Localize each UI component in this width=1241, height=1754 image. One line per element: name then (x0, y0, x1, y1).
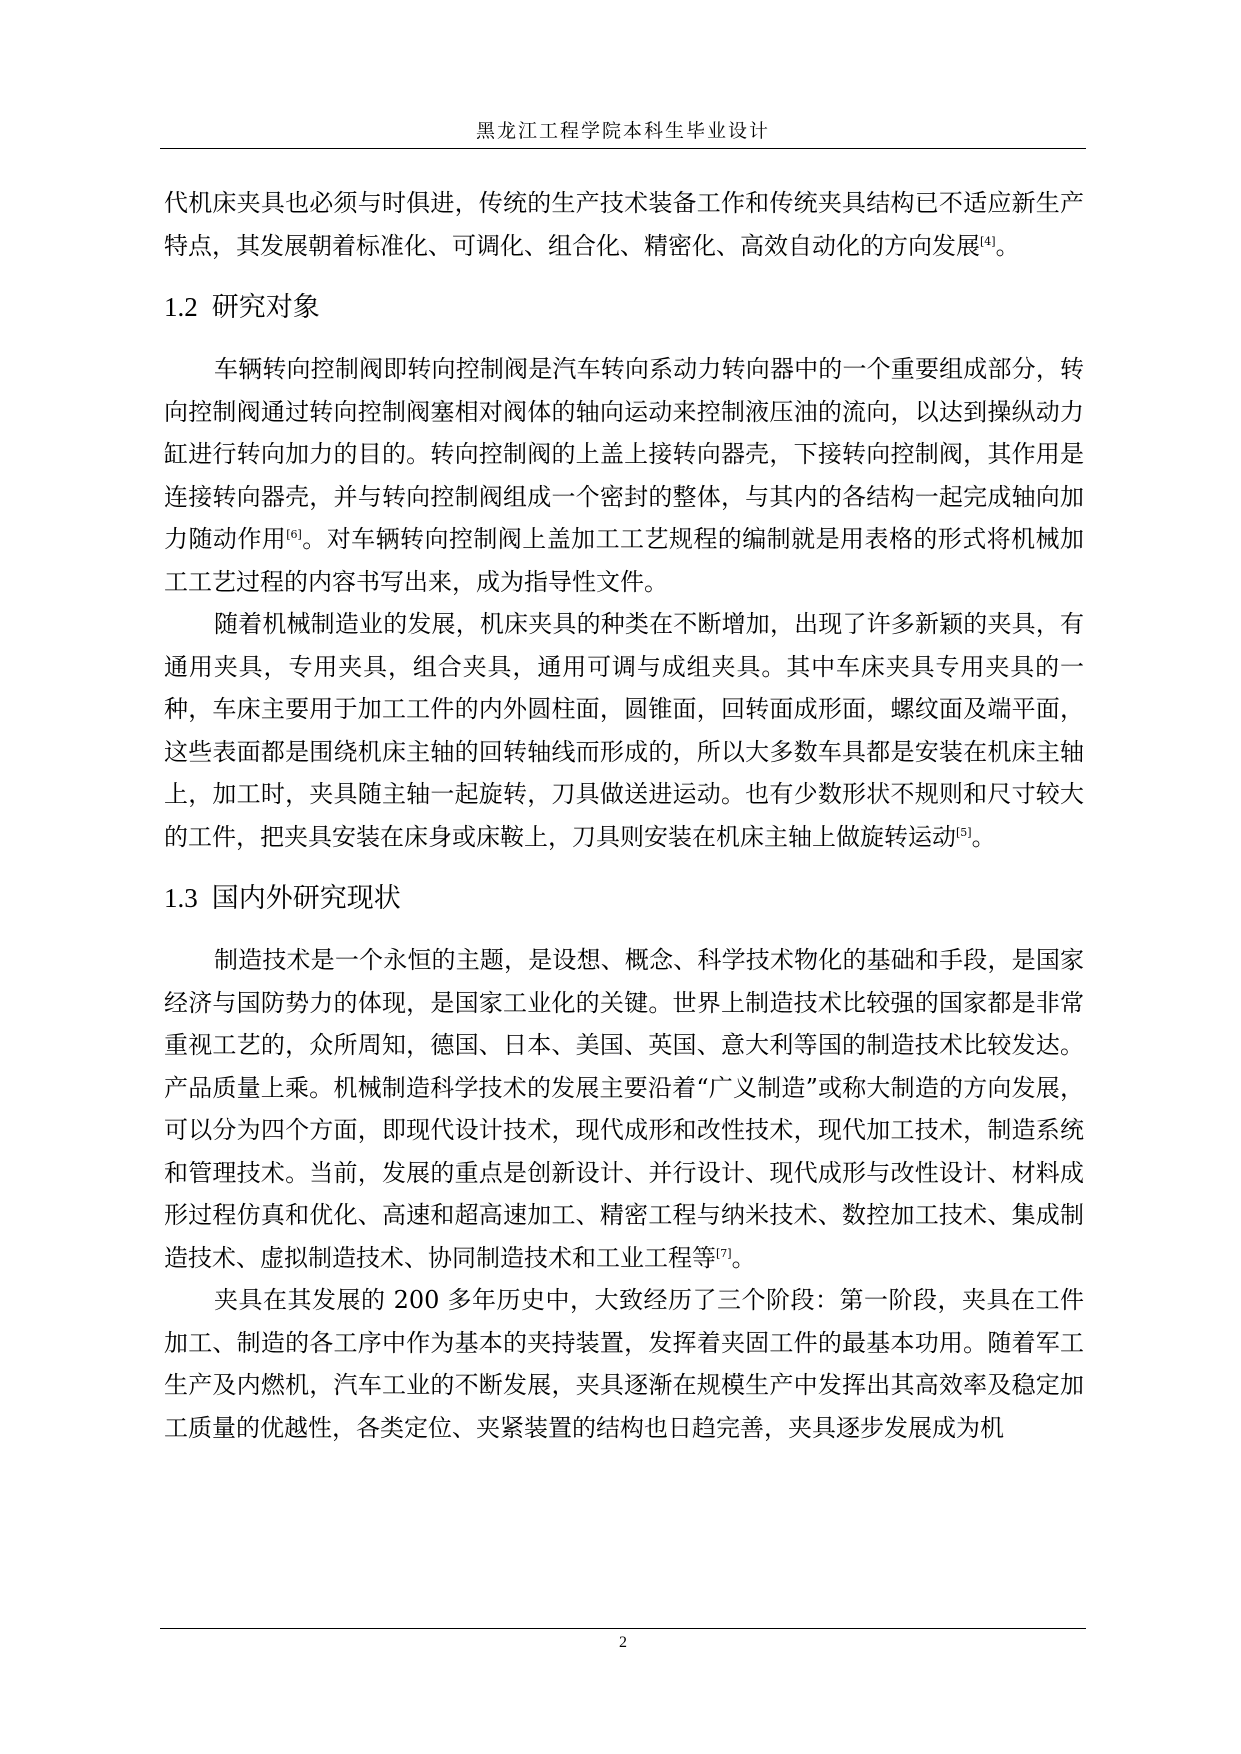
paragraph-text: 随着机械制造业的发展，机床夹具的种类在不断增加，出现了许多新颖的夹具，有通用夹具，专用夹具，组合夹具，通用可调与成组夹具。其中车床夹具专用夹具的一种，车床主要用于加工工件的内外圆柱面，圆锥面，回转面成形面，螺纹面及端平面，这些表面都是围绕机床主轴的回转轴线而形成的，所以大多数车具都是安装在机床主轴上，加工时，夹具随主轴一起旋转，刀具做送进运动。也有少数形状不规则和尺寸较大的工件，把夹具安装在床身或床鞍上，刀具则安装在机床主轴上做旋转运动 (164, 610, 1084, 851)
section-title: 研究对象 (211, 292, 320, 323)
section-title: 国内外研究现状 (211, 883, 401, 914)
section-heading-1-2 (164, 287, 1084, 328)
paragraph (164, 939, 1084, 1279)
paragraph-text: 夹具在其发展的 200 多年历史中，大致经历了三个阶段：第一阶段，夹具在工件加工、制造的各工序中作为基本的夹持装置，发挥着夹固工件的最基本功用。随着军工生产及内燃机，汽车工业的不断发展，夹具逐渐在规模生产中发挥出其高效率及稳定加工质量的优越性，各类定位、夹紧装置的结构也日趋完善，夹具逐步发展成为机 (164, 1286, 1084, 1442)
citation-ref: [5] (956, 825, 972, 839)
footer-rule (160, 1628, 1086, 1629)
page-number: 2 (619, 1634, 627, 1651)
paragraph (164, 348, 1084, 603)
section-heading-1-3 (164, 878, 1084, 919)
paragraph-text: 代机床夹具也必须与时俱进，传统的生产技术装备工作和传统夹具结构已不适应新生产特点，其发展朝着标准化、可调化、组合化、精密化、高效自动化的方向发展 (164, 189, 1084, 260)
citation-ref: [6] (286, 528, 302, 541)
paragraph-text: 车辆转向控制阀即转向控制阀是汽车转向系动力转向器中的一个重要组成部分，转向控制阀通过转向控制阀塞相对阀体的轴向运动来控制液压油的流向，以达到操纵动力缸进行转向加力的目的。转向控制阀的上盖上接转向器壳，下接转向控制阀，其作用是连接转向器壳，并与转向控制阀组成一个密封的整体，与其内的各结构一起完成轴向加力随动作用 (164, 355, 1084, 553)
paragraph-text-end: 。 (731, 1243, 756, 1272)
paragraph (164, 1279, 1084, 1449)
paragraph (164, 603, 1084, 858)
paragraph-continuation (164, 182, 1084, 267)
paragraph-text: 制造技术是一个永恒的主题，是设想、概念、科学技术物化的基础和手段，是国家经济与国防势力的体现，是国家工业化的关键。世界上制造技术比较强的国家都是非常重视工艺的，众所周知，德国、日本、美国、英国、意大利等国的制造技术比较发达。产品质量上乘。机械制造科学技术的发展主要沿着“广义制造”或称大制造的方向发展，可以分为四个方面，即现代设计技术，现代成形和改性技术，现代加工技术，制造系统和管理技术。当前，发展的重点是创新设计、并行设计、现代成形与改性设计、材料成形过程仿真和优化、高速和超高速加工、精密工程与纳米技术、数控加工技术、集成制造技术、虚拟制造技术、协同制造技术和工业工程等 (164, 946, 1084, 1272)
citation-ref: [4] (980, 234, 996, 248)
section-number: 1.2 (164, 292, 198, 322)
section-number: 1.3 (164, 883, 198, 913)
page-body (164, 182, 1084, 1449)
paragraph-text-end: 。 (971, 822, 996, 851)
paragraph-text-end: 。 (995, 231, 1020, 260)
running-header: 黑龙江工程学院本科生毕业设计 (475, 120, 770, 142)
header-rule (160, 148, 1086, 149)
citation-ref: [7] (716, 1246, 732, 1260)
paragraph-text-end: 。对车辆转向控制阀上盖加工工艺规程的编制就是用表格的形式将机械加工工艺过程的内容书写出来，成为指导性文件。 (164, 525, 1084, 596)
